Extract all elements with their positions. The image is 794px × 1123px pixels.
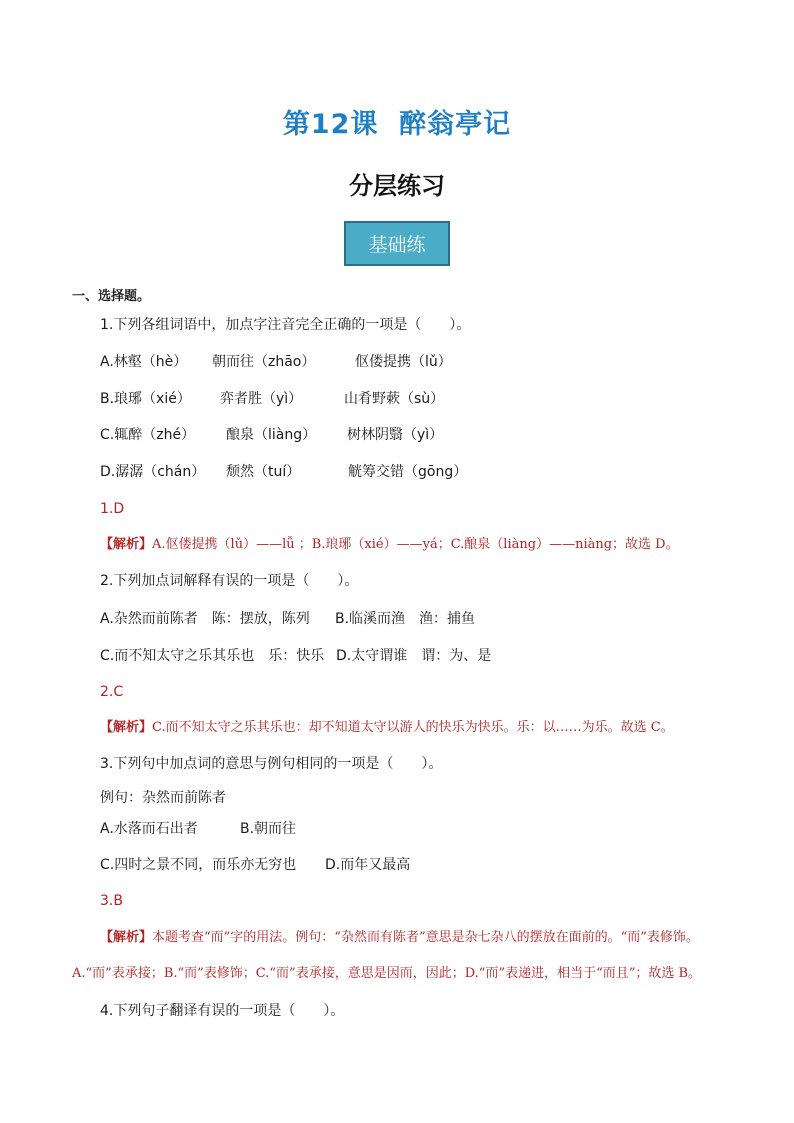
- page-title: 第12课 醉翁亭记: [282, 109, 512, 140]
- q1-option-d-3: 觥筹交错（gōng）: [348, 464, 468, 480]
- q2-answer: 2.C: [100, 684, 124, 700]
- q3-analysis-line-2: A.“而”表承接；B.“而”表修饰；C.“而”表承接，意思是因而，因此；D.“而”表递进，相当于“而且”；故选 B。: [72, 966, 702, 981]
- q3-option-d: D.而年又最高: [325, 857, 411, 873]
- q3-analysis-text-1: 本题考查“而”字的用法。例句：“杂然而有陈者”意思是杂七杂八的摆放在面前的。“而”表修饰。: [152, 930, 699, 945]
- q1-option-b-2: 弈者胜（yì）: [220, 391, 303, 407]
- q1-option-b-1: B.琅琊（xié）: [100, 391, 191, 407]
- q3-answer: 3.B: [100, 893, 123, 909]
- q1-option-c-2: 酿泉（liàng）: [226, 427, 317, 443]
- q1-option-c-1: C.辄醉（zhé）: [100, 427, 196, 443]
- q1-option-b-3: 山肴野蔌（sù）: [344, 391, 445, 407]
- q3-option-a: A.水落而石出者: [100, 821, 198, 837]
- analysis-tag: 【解析】: [100, 537, 153, 552]
- q3-example: 例句：杂然而前陈者: [100, 790, 226, 806]
- q1-option-d-1: D.潺潺（chán）: [100, 464, 206, 480]
- q2-option-b: B.临溪而渔 渔：捕鱼: [335, 611, 476, 627]
- q1-option-c-3: 树林阴翳（yì）: [347, 427, 444, 443]
- question-4-stem: 4.下列句子翻译有误的一项是（ ）。: [100, 1003, 345, 1019]
- q2-analysis-text: C.而不知太守之乐其乐也：却不知道太守以游人的快乐为快乐。乐：以……为乐。故选 C。: [152, 720, 674, 735]
- q1-option-a-3: 伛偻提携（lǔ）: [355, 354, 452, 370]
- q3-option-b: B.朝而往: [240, 821, 297, 837]
- q2-option-d: D.太守谓谁 谓：为、是: [336, 648, 492, 664]
- q1-option-d-2: 颓然（tuí）: [226, 464, 301, 480]
- section-heading: 一、选择题。: [72, 289, 151, 304]
- question-2-stem: 2.下列加点词解释有误的一项是（ ）。: [100, 573, 359, 589]
- analysis-tag: 【解析】: [100, 720, 153, 735]
- q1-analysis: [100, 536, 679, 554]
- q3-option-c: C.四时之景不同，而乐亦无穷也: [100, 857, 297, 873]
- q2-analysis: [100, 719, 674, 737]
- q1-option-a-1: A.林壑（hè）: [100, 354, 188, 370]
- question-3-stem: 3.下列句中加点词的意思与例句相同的一项是（ ）。: [100, 756, 443, 772]
- section-label-box: 基础练: [344, 221, 450, 266]
- q2-option-a: A.杂然而前陈者 陈：摆放，陈列: [100, 611, 310, 627]
- analysis-tag: 【解析】: [100, 930, 153, 945]
- q2-option-c: C.而不知太守之乐其乐也 乐：快乐: [100, 648, 325, 664]
- question-1-stem: 1.下列各组词语中，加点字注音完全正确的一项是（ ）。: [100, 317, 471, 333]
- page-subtitle: 分层练习: [349, 172, 445, 200]
- q1-analysis-text: A.伛偻提携（lǔ）——lǚ ；B.琅琊（xié）——yá；C.酿泉（liàng）——niàng；故选 D。: [152, 537, 679, 552]
- q3-analysis-line-1: [100, 929, 699, 947]
- q1-option-a-2: 朝而往（zhāo）: [212, 354, 316, 370]
- q1-answer: 1.D: [100, 501, 125, 517]
